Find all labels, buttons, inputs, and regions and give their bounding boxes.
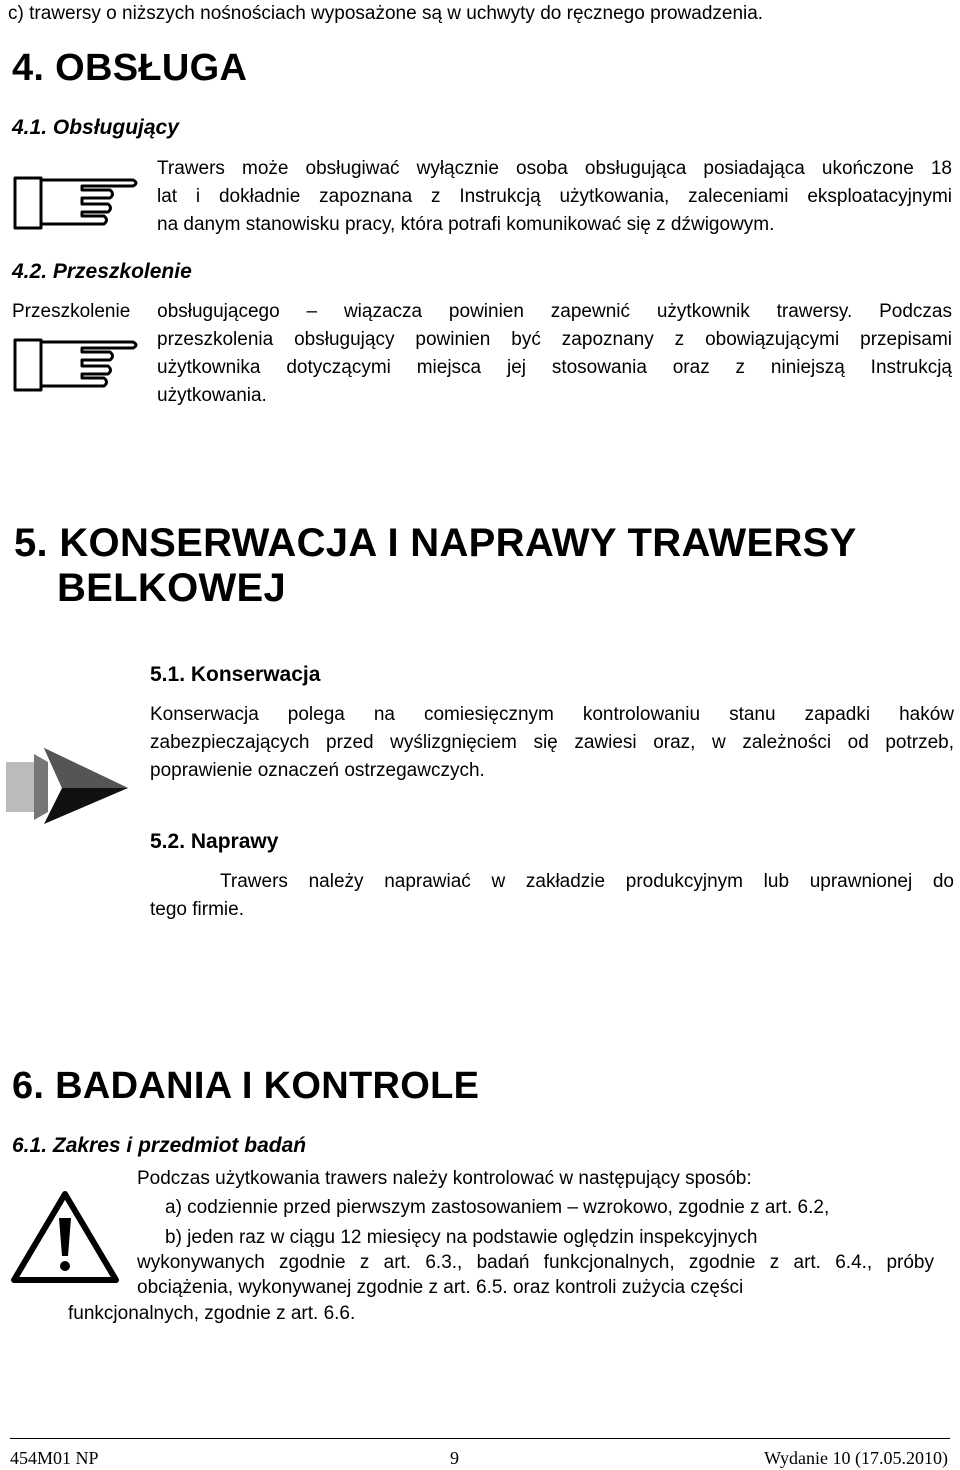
section-5-title-line-1: 5. KONSERWACJA I NAPRAWY TRAWERSY: [14, 521, 857, 565]
footer-edition: Wydanie 10 (17.05.2010): [764, 1448, 948, 1468]
paragraph-5-2-line-2: tego firmie.: [150, 899, 244, 920]
footer-page-number: 9: [450, 1448, 459, 1468]
section-4-2-title: 4.2. Przeszkolenie: [12, 260, 192, 283]
paragraph-4-1-line-1: Trawers może obsługiwać wyłącznie osoba obsługująca posiadająca ukończone 18: [157, 158, 952, 179]
paragraph-4-2-line-2: przeszkolenia obsługujący powinien być zapoznany z obowiązującymi przepisami: [157, 329, 952, 350]
paragraph-4-2-line-4: użytkowania.: [157, 385, 267, 406]
footer-doc-code: 454M01 NP: [10, 1448, 99, 1468]
paragraph-5-1-line-3: poprawienie oznaczeń ostrzegawczych.: [150, 760, 485, 781]
list-item-b-line-4: funkcjonalnych, zgodnie z art. 6.6.: [68, 1303, 356, 1324]
paragraph-4-2-line-1: Przeszkolenie obsługującego – wiązacza powinien zapewnić użytkownik trawersy. Podczas: [12, 301, 952, 322]
paragraph-4-1-line-3: na danym stanowisku pracy, która potrafi komunikować się z dźwigowym.: [157, 214, 775, 235]
paragraph-5-2-line-1: Trawers należy naprawiać w zakładzie produkcyjnym lub uprawnionej do: [220, 871, 954, 892]
paragraph-5-1-line-2: zabezpieczających przed wyślizgnięciem się zawiesi oraz, w zależności od potrzeb,: [150, 732, 954, 753]
section-5-title-line-2: BELKOWEJ: [57, 566, 287, 610]
footer-divider: [10, 1438, 950, 1439]
paragraph-4-1-line-2: lat i dokładnie zapoznana z Instrukcją użytkowania, zaleceniami eksploatacyjnymi: [157, 186, 952, 207]
warning-triangle-icon: [10, 1190, 120, 1284]
paragraph-5-1-line-1: Konserwacja polega na comiesięcznym kontrolowaniu stanu zapadki haków: [150, 704, 954, 725]
list-item-b-line-2: wykonywanych zgodnie z art. 6.3., badań funkcjonalnych, zgodnie z art. 6.4., próby: [137, 1252, 934, 1273]
section-4-title: 4. OBSŁUGA: [12, 47, 248, 89]
pointing-hand-icon: [12, 168, 140, 236]
section-5-2-title: 5.2. Naprawy: [150, 830, 279, 853]
pointing-hand-icon: [12, 330, 140, 398]
play-arrow-icon: [4, 742, 132, 826]
paragraph-4-2-line-3: użytkownika dotyczącymi miejsca jej stosowania oraz z niniejszą Instrukcją: [157, 357, 952, 378]
section-6-1-title: 6.1. Zakres i przedmiot badań: [12, 1134, 307, 1157]
section-5-1-title: 5.1. Konserwacja: [150, 663, 321, 686]
list-item-a: a) codziennie przed pierwszym zastosowaniem – wzrokowo, zgodnie z art. 6.2,: [165, 1197, 830, 1218]
section-4-1-title: 4.1. Obsługujący: [12, 116, 179, 139]
list-item-b-line-3: obciążenia, wykonywanej zgodnie z art. 6.5. oraz kontroli zużycia części: [137, 1277, 744, 1298]
intro-line: c) trawersy o niższych nośnościach wyposażone są w uchwyty do ręcznego prowadzenia.: [8, 3, 764, 24]
paragraph-6-1-intro: Podczas użytkowania trawers należy kontrolować w następujący sposób:: [137, 1168, 752, 1189]
section-6-title: 6. BADANIA I KONTROLE: [12, 1065, 480, 1107]
list-item-b-line-1: b) jeden raz w ciągu 12 miesięcy na podstawie oględzin inspekcyjnych: [165, 1227, 758, 1248]
